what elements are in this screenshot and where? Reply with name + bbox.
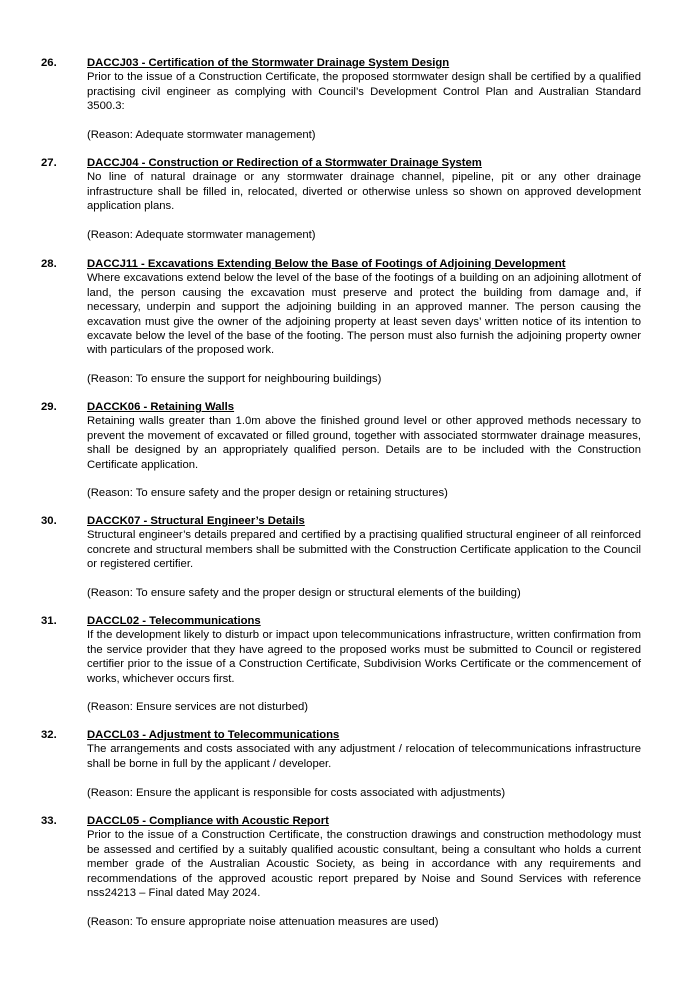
condition-reason: (Reason: To ensure appropriate noise attenuation measures are used) [87,915,439,928]
condition-title: DACCL03 - Adjustment to Telecommunications [87,729,340,741]
condition-content [87,814,641,929]
condition-title: DACCJ11 - Excavations Extending Below the Base of Footings of Adjoining Development [87,258,566,270]
condition-number: 31. [41,615,57,627]
condition-number: 29. [41,401,57,413]
condition-reason: (Reason: Ensure services are not disturbed) [87,701,309,714]
condition-title: DACCL02 - Telecommunications [87,615,261,627]
condition-reason: (Reason: Adequate stormwater management) [87,129,316,142]
condition-body: Prior to the issue of a Construction Certificate, the proposed stormwater design shall be certified by a qualified practising civil engineer as complying with Council’s Development Control Plan and Australian Standard 3500.3: [87,71,641,113]
condition-title: DACCL05 - Compliance with Acoustic Report [87,815,329,827]
condition-number: 33. [41,815,57,827]
condition-number: 30. [41,515,57,527]
condition-reason: (Reason: Ensure the applicant is responsible for costs associated with adjustments) [87,786,506,799]
condition-reason: (Reason: Adequate stormwater management) [87,229,316,242]
condition-number: 26. [41,57,57,69]
condition-number: 32. [41,729,57,741]
condition-content [87,56,641,142]
condition-body: If the development likely to disturb or impact upon telecommunications infrastructure, written confirmation from the service provider that they have agreed to the proposed works must be submitted to Council or registered certifier prior to the issue of a Construction Certificate, Subdivision Works Certificate or the commencement of works, whichever occurs first. [87,629,641,685]
condition-content [87,614,641,715]
condition-content [87,400,641,501]
condition-content [87,514,641,600]
condition-body: Where excavations extend below the level of the base of the footings of a building on an adjoining allotment of land, the person causing the excavation must preserve and protect the building from damage and, if necessary, underpin and support the adjoining building in an approved manner. The person causing the excavation must give the owner of the adjoining property at least seven days’ written notice of its intention to excavate below the level of the base of the footing. The person must also furnish the adjoining property owner with particulars of the proposed work. [87,272,641,357]
condition-body: Retaining walls greater than 1.0m above the finished ground level or other approved methods necessary to prevent the movement of excavated or filled ground, together with associated stormwater drainage measures, shall be designed by an appropriately qualified person. Details are to be included with the Construction Certificate application. [87,415,641,471]
condition-number: 28. [41,258,57,270]
condition-title: DACCJ04 - Construction or Redirection of a Stormwater Drainage System [87,157,482,169]
condition-number: 27. [41,157,57,169]
condition-title: DACCK07 - Structural Engineer’s Details [87,515,305,527]
condition-title: DACCK06 - Retaining Walls [87,401,235,413]
condition-content [87,728,641,800]
condition-title: DACCJ03 - Certification of the Stormwater Drainage System Design [87,57,450,69]
condition-body: Structural engineer’s details prepared and certified by a practising qualified structural engineer of all reinforced concrete and structural members shall be submitted with the Construction Certificate application to the Council or registered certifier. [87,529,641,571]
condition-reason: (Reason: To ensure the support for neighbouring buildings) [87,373,382,386]
condition-reason: (Reason: To ensure safety and the proper design or structural elements of the building) [87,587,521,600]
condition-body: No line of natural drainage or any stormwater drainage channel, pipeline, pit or any other drainage infrastructure shall be filled in, relocated, diverted or otherwise unless so shown on approved development application plans. [87,171,641,213]
condition-content [87,257,641,387]
condition-body: The arrangements and costs associated with any adjustment / relocation of telecommunications infrastructure shall be borne in full by the applicant / developer. [87,743,641,770]
condition-content [87,156,641,242]
condition-body: Prior to the issue of a Construction Certificate, the construction drawings and construction methodology must be assessed and certified by a suitably qualified acoustic consultant, being a consultant who holds a current member grade of the Australian Acoustic Society, as being in accordance with any requirements and recommendations of the approved acoustic report prepared by Noise and Sound Services with reference nss24213 – Final dated May 2024. [87,829,641,900]
condition-reason: (Reason: To ensure safety and the proper design or retaining structures) [87,487,448,500]
